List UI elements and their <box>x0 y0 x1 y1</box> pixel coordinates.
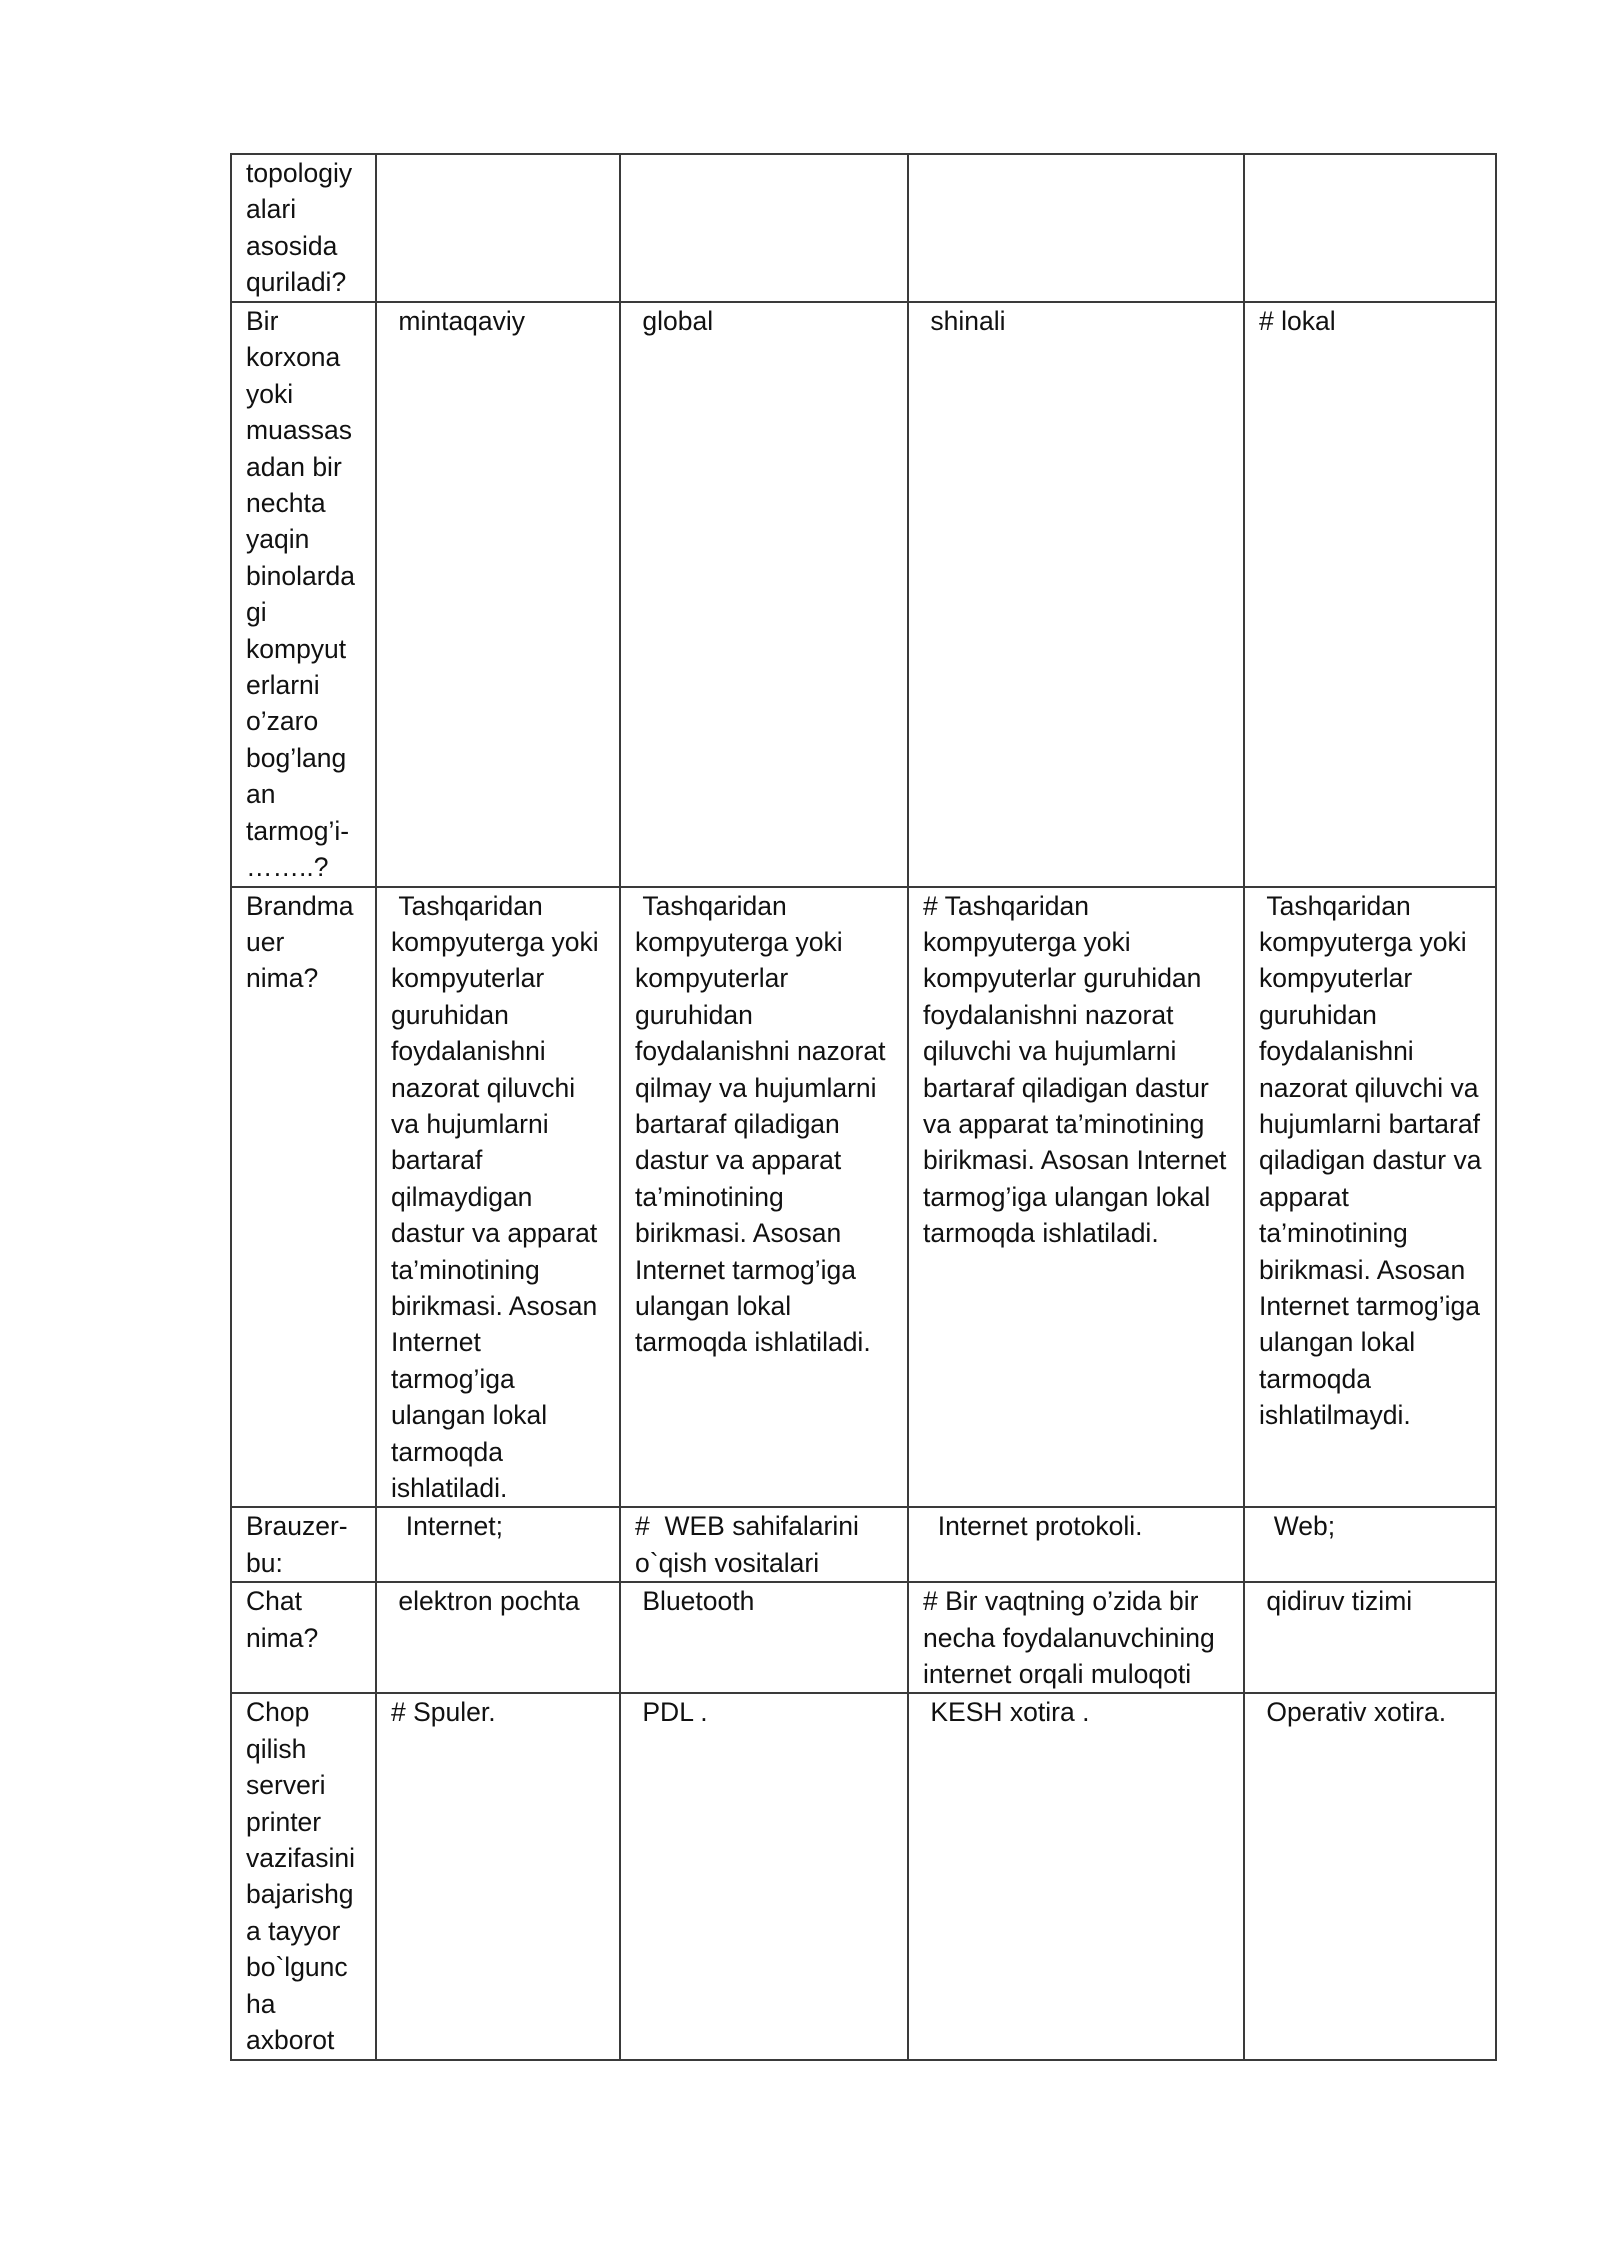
question-cell: Brandma uer nima? <box>231 887 376 1508</box>
option-cell: KESH xotira . <box>908 1693 1244 2059</box>
option-cell: Tashqaridan kompyuterga yoki kompyuterlar guruhidan foydalanishni nazorat qilmay va hujumlarni bartaraf qiladigan dastur va apparat ta’minotining birikmasi. Asosan Internet tarmog’iga ulangan lokal tarmoqda ishlatiladi. <box>620 887 908 1508</box>
option-cell <box>376 154 620 302</box>
option-cell: Internet; <box>376 1507 620 1582</box>
table-row <box>231 1693 1496 2059</box>
option-cell: Tashqaridan kompyuterga yoki kompyuterlar guruhidan foydalanishni nazorat qiluvchi va hujumlarni bartaraf qilmaydigan dastur va apparat ta’minotining birikmasi. Asosan Internet tarmog’iga ulangan lokal tarmoqda ishlatiladi. <box>376 887 620 1508</box>
question-cell: Chop qilish serveri printer vazifasini bajarishg a tayyor bo`lgunc ha axborot <box>231 1693 376 2059</box>
question-cell: Brauzer- bu: <box>231 1507 376 1582</box>
option-cell: # lokal <box>1244 302 1496 887</box>
option-cell <box>908 154 1244 302</box>
table-row <box>231 302 1496 887</box>
table-row <box>231 887 1496 1508</box>
option-cell: Internet protokoli. <box>908 1507 1244 1582</box>
option-cell: mintaqaviy <box>376 302 620 887</box>
option-cell <box>1244 154 1496 302</box>
option-cell: global <box>620 302 908 887</box>
option-cell <box>620 154 908 302</box>
option-cell: Tashqaridan kompyuterga yoki kompyuterlar guruhidan foydalanishni nazorat qiluvchi va hujumlarni bartaraf qiladigan dastur va apparat ta’minotining birikmasi. Asosan Internet tarmog’iga ulangan lokal tarmoqda ishlatilmaydi. <box>1244 887 1496 1508</box>
option-cell: elektron pochta <box>376 1582 620 1693</box>
option-cell: # Tashqaridan kompyuterga yoki kompyuterlar guruhidan foydalanishni nazorat qiluvchi va hujumlarni bartaraf qiladigan dastur va apparat ta’minotining birikmasi. Asosan Internet tarmog’iga ulangan lokal tarmoqda ishlatiladi. <box>908 887 1244 1508</box>
question-cell: topologiy alari asosida quriladi? <box>231 154 376 302</box>
option-cell: Bluetooth <box>620 1582 908 1693</box>
option-cell: # WEB sahifalarini o`qish vositalari <box>620 1507 908 1582</box>
option-cell: Web; <box>1244 1507 1496 1582</box>
table-row <box>231 1507 1496 1582</box>
option-cell: Operativ xotira. <box>1244 1693 1496 2059</box>
option-cell: # Spuler. <box>376 1693 620 2059</box>
option-cell: PDL . <box>620 1693 908 2059</box>
quiz-table <box>230 153 1497 2061</box>
question-cell: Bir korxona yoki muassas adan bir nechta yaqin binolarda gi kompyut erlarni o’zaro bog’lang an tarmog’i- ……..? <box>231 302 376 887</box>
option-cell: # Bir vaqtning o’zida bir necha foydalanuvchining internet orqali muloqoti <box>908 1582 1244 1693</box>
table-row <box>231 1582 1496 1693</box>
option-cell: qidiruv tizimi <box>1244 1582 1496 1693</box>
table-row <box>231 154 1496 302</box>
question-cell: Chat nima? <box>231 1582 376 1693</box>
option-cell: shinali <box>908 302 1244 887</box>
